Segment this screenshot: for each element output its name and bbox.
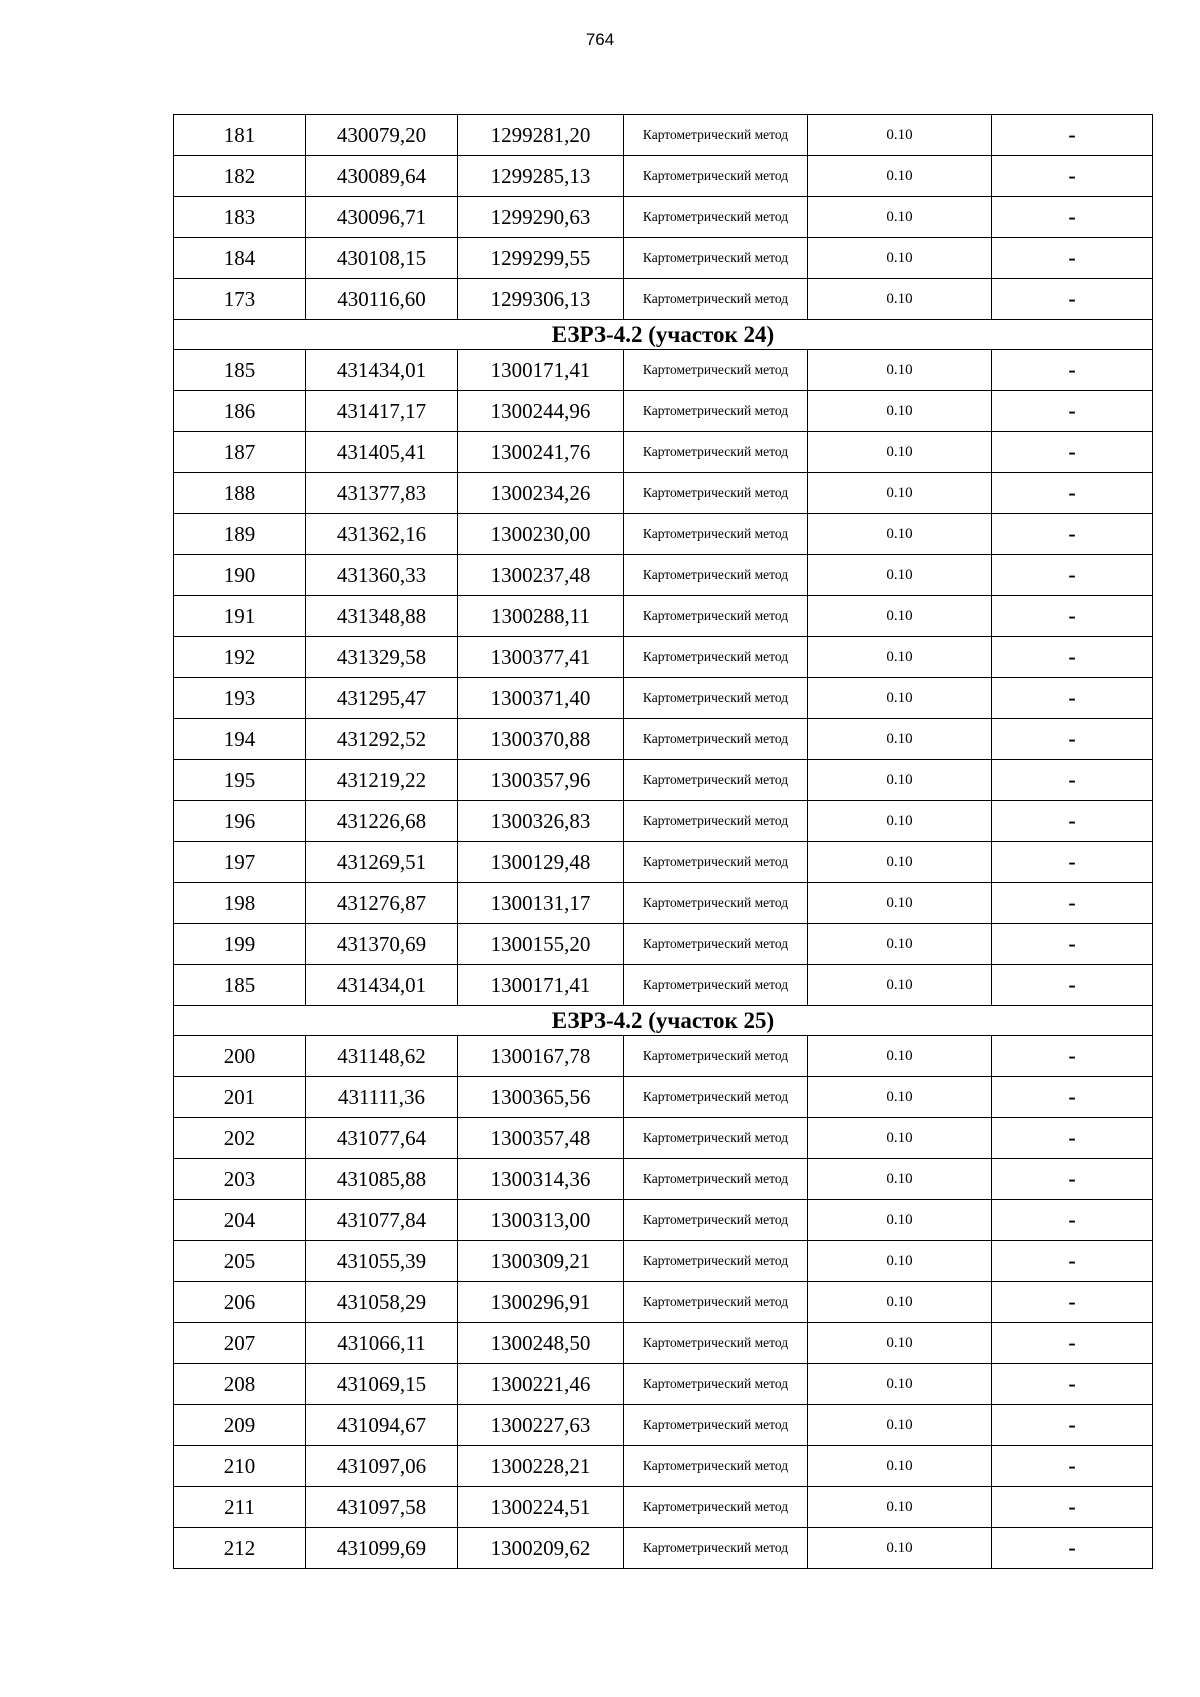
- table-row: [174, 678, 1153, 719]
- note-cell: -: [992, 965, 1153, 1006]
- y-coordinate-cell: 1300131,17: [458, 883, 624, 924]
- accuracy-cell: 0.10: [808, 760, 992, 801]
- note-cell: -: [992, 1241, 1153, 1282]
- page-number: 764: [585, 30, 615, 49]
- table-row: [174, 965, 1153, 1006]
- y-coordinate-cell: 1300288,11: [458, 596, 624, 637]
- table-row: [174, 924, 1153, 965]
- determination-method-cell: Картометрический метод: [624, 555, 808, 596]
- y-coordinate-cell: 1300155,20: [458, 924, 624, 965]
- table-row: [174, 238, 1153, 279]
- y-coordinate-cell: 1300209,62: [458, 1528, 624, 1569]
- y-coordinate-cell: 1300230,00: [458, 514, 624, 555]
- note-cell: -: [992, 678, 1153, 719]
- point-number-cell: 199: [174, 924, 306, 965]
- determination-method-cell: Картометрический метод: [624, 637, 808, 678]
- point-number-cell: 189: [174, 514, 306, 555]
- table-row: [174, 1036, 1153, 1077]
- point-number-cell: 184: [174, 238, 306, 279]
- note-cell: -: [992, 842, 1153, 883]
- determination-method-cell: Картометрический метод: [624, 350, 808, 391]
- accuracy-cell: 0.10: [808, 1200, 992, 1241]
- point-number-cell: 205: [174, 1241, 306, 1282]
- point-number-cell: 201: [174, 1077, 306, 1118]
- point-number-cell: 193: [174, 678, 306, 719]
- table-row: [174, 1241, 1153, 1282]
- note-cell: -: [992, 637, 1153, 678]
- determination-method-cell: Картометрический метод: [624, 801, 808, 842]
- table-row: [174, 1487, 1153, 1528]
- table-row: [174, 197, 1153, 238]
- note-cell: -: [992, 1282, 1153, 1323]
- accuracy-cell: 0.10: [808, 1364, 992, 1405]
- note-cell: -: [992, 1323, 1153, 1364]
- determination-method-cell: Картометрический метод: [624, 1364, 808, 1405]
- accuracy-cell: 0.10: [808, 719, 992, 760]
- x-coordinate-cell: 431405,41: [306, 432, 458, 473]
- y-coordinate-cell: 1300171,41: [458, 350, 624, 391]
- point-number-cell: 182: [174, 156, 306, 197]
- determination-method-cell: Картометрический метод: [624, 1159, 808, 1200]
- y-coordinate-cell: 1300171,41: [458, 965, 624, 1006]
- table-row: [174, 637, 1153, 678]
- accuracy-cell: 0.10: [808, 1282, 992, 1323]
- accuracy-cell: 0.10: [808, 391, 992, 432]
- accuracy-cell: 0.10: [808, 965, 992, 1006]
- table-row: [174, 1323, 1153, 1364]
- accuracy-cell: 0.10: [808, 1159, 992, 1200]
- x-coordinate-cell: 431226,68: [306, 801, 458, 842]
- y-coordinate-cell: 1300365,56: [458, 1077, 624, 1118]
- note-cell: -: [992, 197, 1153, 238]
- x-coordinate-cell: 431097,58: [306, 1487, 458, 1528]
- accuracy-cell: 0.10: [808, 350, 992, 391]
- x-coordinate-cell: 431417,17: [306, 391, 458, 432]
- note-cell: -: [992, 801, 1153, 842]
- note-cell: -: [992, 1487, 1153, 1528]
- y-coordinate-cell: 1300221,46: [458, 1364, 624, 1405]
- table-row: [174, 883, 1153, 924]
- determination-method-cell: Картометрический метод: [624, 391, 808, 432]
- accuracy-cell: 0.10: [808, 238, 992, 279]
- accuracy-cell: 0.10: [808, 514, 992, 555]
- point-number-cell: 185: [174, 350, 306, 391]
- note-cell: -: [992, 1200, 1153, 1241]
- point-number-cell: 188: [174, 473, 306, 514]
- note-cell: -: [992, 238, 1153, 279]
- note-cell: -: [992, 1077, 1153, 1118]
- x-coordinate-cell: 431085,88: [306, 1159, 458, 1200]
- accuracy-cell: 0.10: [808, 883, 992, 924]
- point-number-cell: 202: [174, 1118, 306, 1159]
- y-coordinate-cell: 1300371,40: [458, 678, 624, 719]
- x-coordinate-cell: 430079,20: [306, 115, 458, 156]
- x-coordinate-cell: 431269,51: [306, 842, 458, 883]
- point-number-cell: 211: [174, 1487, 306, 1528]
- x-coordinate-cell: 431360,33: [306, 555, 458, 596]
- determination-method-cell: Картометрический метод: [624, 842, 808, 883]
- point-number-cell: 212: [174, 1528, 306, 1569]
- accuracy-cell: 0.10: [808, 1077, 992, 1118]
- section-header-row: [174, 1006, 1153, 1036]
- y-coordinate-cell: 1300241,76: [458, 432, 624, 473]
- accuracy-cell: 0.10: [808, 1036, 992, 1077]
- note-cell: -: [992, 115, 1153, 156]
- x-coordinate-cell: 430096,71: [306, 197, 458, 238]
- y-coordinate-cell: 1299306,13: [458, 279, 624, 320]
- table-row: [174, 1118, 1153, 1159]
- y-coordinate-cell: 1299281,20: [458, 115, 624, 156]
- determination-method-cell: Картометрический метод: [624, 1200, 808, 1241]
- y-coordinate-cell: 1299285,13: [458, 156, 624, 197]
- accuracy-cell: 0.10: [808, 1405, 992, 1446]
- table-row: [174, 1200, 1153, 1241]
- table-row: [174, 115, 1153, 156]
- accuracy-cell: 0.10: [808, 637, 992, 678]
- accuracy-cell: 0.10: [808, 842, 992, 883]
- y-coordinate-cell: 1300224,51: [458, 1487, 624, 1528]
- table-row: [174, 760, 1153, 801]
- table-row: [174, 1405, 1153, 1446]
- determination-method-cell: Картометрический метод: [624, 1446, 808, 1487]
- note-cell: -: [992, 1405, 1153, 1446]
- point-number-cell: 204: [174, 1200, 306, 1241]
- x-coordinate-cell: 431219,22: [306, 760, 458, 801]
- accuracy-cell: 0.10: [808, 1528, 992, 1569]
- note-cell: -: [992, 156, 1153, 197]
- y-coordinate-cell: 1300296,91: [458, 1282, 624, 1323]
- point-number-cell: 191: [174, 596, 306, 637]
- determination-method-cell: Картометрический метод: [624, 760, 808, 801]
- note-cell: -: [992, 432, 1153, 473]
- note-cell: -: [992, 760, 1153, 801]
- accuracy-cell: 0.10: [808, 197, 992, 238]
- determination-method-cell: Картометрический метод: [624, 1528, 808, 1569]
- determination-method-cell: Картометрический метод: [624, 678, 808, 719]
- accuracy-cell: 0.10: [808, 924, 992, 965]
- point-number-cell: 190: [174, 555, 306, 596]
- x-coordinate-cell: 431295,47: [306, 678, 458, 719]
- table-row: [174, 473, 1153, 514]
- point-number-cell: 183: [174, 197, 306, 238]
- determination-method-cell: Картометрический метод: [624, 924, 808, 965]
- accuracy-cell: 0.10: [808, 801, 992, 842]
- table-row: [174, 1077, 1153, 1118]
- point-number-cell: 200: [174, 1036, 306, 1077]
- x-coordinate-cell: 431069,15: [306, 1364, 458, 1405]
- point-number-cell: 194: [174, 719, 306, 760]
- x-coordinate-cell: 431077,84: [306, 1200, 458, 1241]
- determination-method-cell: Картометрический метод: [624, 596, 808, 637]
- accuracy-cell: 0.10: [808, 1446, 992, 1487]
- table-row: [174, 1364, 1153, 1405]
- y-coordinate-cell: 1300227,63: [458, 1405, 624, 1446]
- y-coordinate-cell: 1300248,50: [458, 1323, 624, 1364]
- table-row: [174, 801, 1153, 842]
- determination-method-cell: Картометрический метод: [624, 1077, 808, 1118]
- coordinates-table: [173, 114, 1153, 1569]
- section-title: ЕЗРЗ-4.2 (участок 24): [174, 320, 1153, 350]
- table-row: [174, 596, 1153, 637]
- table-row: [174, 279, 1153, 320]
- note-cell: -: [992, 391, 1153, 432]
- determination-method-cell: Картометрический метод: [624, 1282, 808, 1323]
- point-number-cell: 198: [174, 883, 306, 924]
- x-coordinate-cell: 430116,60: [306, 279, 458, 320]
- x-coordinate-cell: 431094,67: [306, 1405, 458, 1446]
- x-coordinate-cell: 431434,01: [306, 965, 458, 1006]
- point-number-cell: 192: [174, 637, 306, 678]
- note-cell: -: [992, 1528, 1153, 1569]
- x-coordinate-cell: 431111,36: [306, 1077, 458, 1118]
- accuracy-cell: 0.10: [808, 555, 992, 596]
- determination-method-cell: Картометрический метод: [624, 514, 808, 555]
- table-row: [174, 350, 1153, 391]
- y-coordinate-cell: 1300237,48: [458, 555, 624, 596]
- determination-method-cell: Картометрический метод: [624, 1118, 808, 1159]
- accuracy-cell: 0.10: [808, 1323, 992, 1364]
- point-number-cell: 206: [174, 1282, 306, 1323]
- x-coordinate-cell: 431077,64: [306, 1118, 458, 1159]
- table-row: [174, 1159, 1153, 1200]
- y-coordinate-cell: 1299290,63: [458, 197, 624, 238]
- determination-method-cell: Картометрический метод: [624, 1036, 808, 1077]
- note-cell: -: [992, 279, 1153, 320]
- y-coordinate-cell: 1300234,26: [458, 473, 624, 514]
- x-coordinate-cell: 431370,69: [306, 924, 458, 965]
- y-coordinate-cell: 1300313,00: [458, 1200, 624, 1241]
- note-cell: -: [992, 1118, 1153, 1159]
- y-coordinate-cell: 1300244,96: [458, 391, 624, 432]
- x-coordinate-cell: 431348,88: [306, 596, 458, 637]
- accuracy-cell: 0.10: [808, 1118, 992, 1159]
- x-coordinate-cell: 431055,39: [306, 1241, 458, 1282]
- determination-method-cell: Картометрический метод: [624, 156, 808, 197]
- section-title: ЕЗРЗ-4.2 (участок 25): [174, 1006, 1153, 1036]
- x-coordinate-cell: 430089,64: [306, 156, 458, 197]
- accuracy-cell: 0.10: [808, 1241, 992, 1282]
- determination-method-cell: Картометрический метод: [624, 238, 808, 279]
- determination-method-cell: Картометрический метод: [624, 1241, 808, 1282]
- note-cell: -: [992, 1446, 1153, 1487]
- point-number-cell: 209: [174, 1405, 306, 1446]
- table-row: [174, 1282, 1153, 1323]
- accuracy-cell: 0.10: [808, 156, 992, 197]
- table-row: [174, 156, 1153, 197]
- section-header-row: [174, 320, 1153, 350]
- point-number-cell: 208: [174, 1364, 306, 1405]
- determination-method-cell: Картометрический метод: [624, 1405, 808, 1446]
- y-coordinate-cell: 1300129,48: [458, 842, 624, 883]
- table-row: [174, 391, 1153, 432]
- x-coordinate-cell: 431066,11: [306, 1323, 458, 1364]
- point-number-cell: 181: [174, 115, 306, 156]
- point-number-cell: 187: [174, 432, 306, 473]
- determination-method-cell: Картометрический метод: [624, 279, 808, 320]
- y-coordinate-cell: 1300357,96: [458, 760, 624, 801]
- point-number-cell: 185: [174, 965, 306, 1006]
- note-cell: -: [992, 350, 1153, 391]
- y-coordinate-cell: 1300377,41: [458, 637, 624, 678]
- y-coordinate-cell: 1300326,83: [458, 801, 624, 842]
- x-coordinate-cell: 431099,69: [306, 1528, 458, 1569]
- point-number-cell: 203: [174, 1159, 306, 1200]
- table-row: [174, 719, 1153, 760]
- point-number-cell: 195: [174, 760, 306, 801]
- accuracy-cell: 0.10: [808, 432, 992, 473]
- determination-method-cell: Картометрический метод: [624, 115, 808, 156]
- determination-method-cell: Картометрический метод: [624, 883, 808, 924]
- accuracy-cell: 0.10: [808, 115, 992, 156]
- accuracy-cell: 0.10: [808, 473, 992, 514]
- x-coordinate-cell: 431362,16: [306, 514, 458, 555]
- note-cell: -: [992, 883, 1153, 924]
- coordinates-table-body: [174, 115, 1153, 1569]
- x-coordinate-cell: 431292,52: [306, 719, 458, 760]
- y-coordinate-cell: 1299299,55: [458, 238, 624, 279]
- y-coordinate-cell: 1300167,78: [458, 1036, 624, 1077]
- accuracy-cell: 0.10: [808, 1487, 992, 1528]
- determination-method-cell: Картометрический метод: [624, 1487, 808, 1528]
- table-row: [174, 514, 1153, 555]
- table-row: [174, 432, 1153, 473]
- x-coordinate-cell: 431329,58: [306, 637, 458, 678]
- note-cell: -: [992, 596, 1153, 637]
- point-number-cell: 210: [174, 1446, 306, 1487]
- note-cell: -: [992, 924, 1153, 965]
- accuracy-cell: 0.10: [808, 596, 992, 637]
- table-row: [174, 1528, 1153, 1569]
- note-cell: -: [992, 719, 1153, 760]
- y-coordinate-cell: 1300314,36: [458, 1159, 624, 1200]
- point-number-cell: 197: [174, 842, 306, 883]
- point-number-cell: 207: [174, 1323, 306, 1364]
- point-number-cell: 196: [174, 801, 306, 842]
- y-coordinate-cell: 1300370,88: [458, 719, 624, 760]
- x-coordinate-cell: 431434,01: [306, 350, 458, 391]
- x-coordinate-cell: 430108,15: [306, 238, 458, 279]
- x-coordinate-cell: 431276,87: [306, 883, 458, 924]
- determination-method-cell: Картометрический метод: [624, 473, 808, 514]
- y-coordinate-cell: 1300357,48: [458, 1118, 624, 1159]
- note-cell: -: [992, 555, 1153, 596]
- x-coordinate-cell: 431148,62: [306, 1036, 458, 1077]
- determination-method-cell: Картометрический метод: [624, 1323, 808, 1364]
- x-coordinate-cell: 431058,29: [306, 1282, 458, 1323]
- determination-method-cell: Картометрический метод: [624, 197, 808, 238]
- table-row: [174, 555, 1153, 596]
- table-row: [174, 842, 1153, 883]
- note-cell: -: [992, 514, 1153, 555]
- point-number-cell: 186: [174, 391, 306, 432]
- y-coordinate-cell: 1300228,21: [458, 1446, 624, 1487]
- point-number-cell: 173: [174, 279, 306, 320]
- note-cell: -: [992, 473, 1153, 514]
- note-cell: -: [992, 1364, 1153, 1405]
- x-coordinate-cell: 431377,83: [306, 473, 458, 514]
- table-row: [174, 1446, 1153, 1487]
- determination-method-cell: Картометрический метод: [624, 965, 808, 1006]
- note-cell: -: [992, 1159, 1153, 1200]
- accuracy-cell: 0.10: [808, 279, 992, 320]
- determination-method-cell: Картометрический метод: [624, 719, 808, 760]
- accuracy-cell: 0.10: [808, 678, 992, 719]
- x-coordinate-cell: 431097,06: [306, 1446, 458, 1487]
- y-coordinate-cell: 1300309,21: [458, 1241, 624, 1282]
- note-cell: -: [992, 1036, 1153, 1077]
- determination-method-cell: Картометрический метод: [624, 432, 808, 473]
